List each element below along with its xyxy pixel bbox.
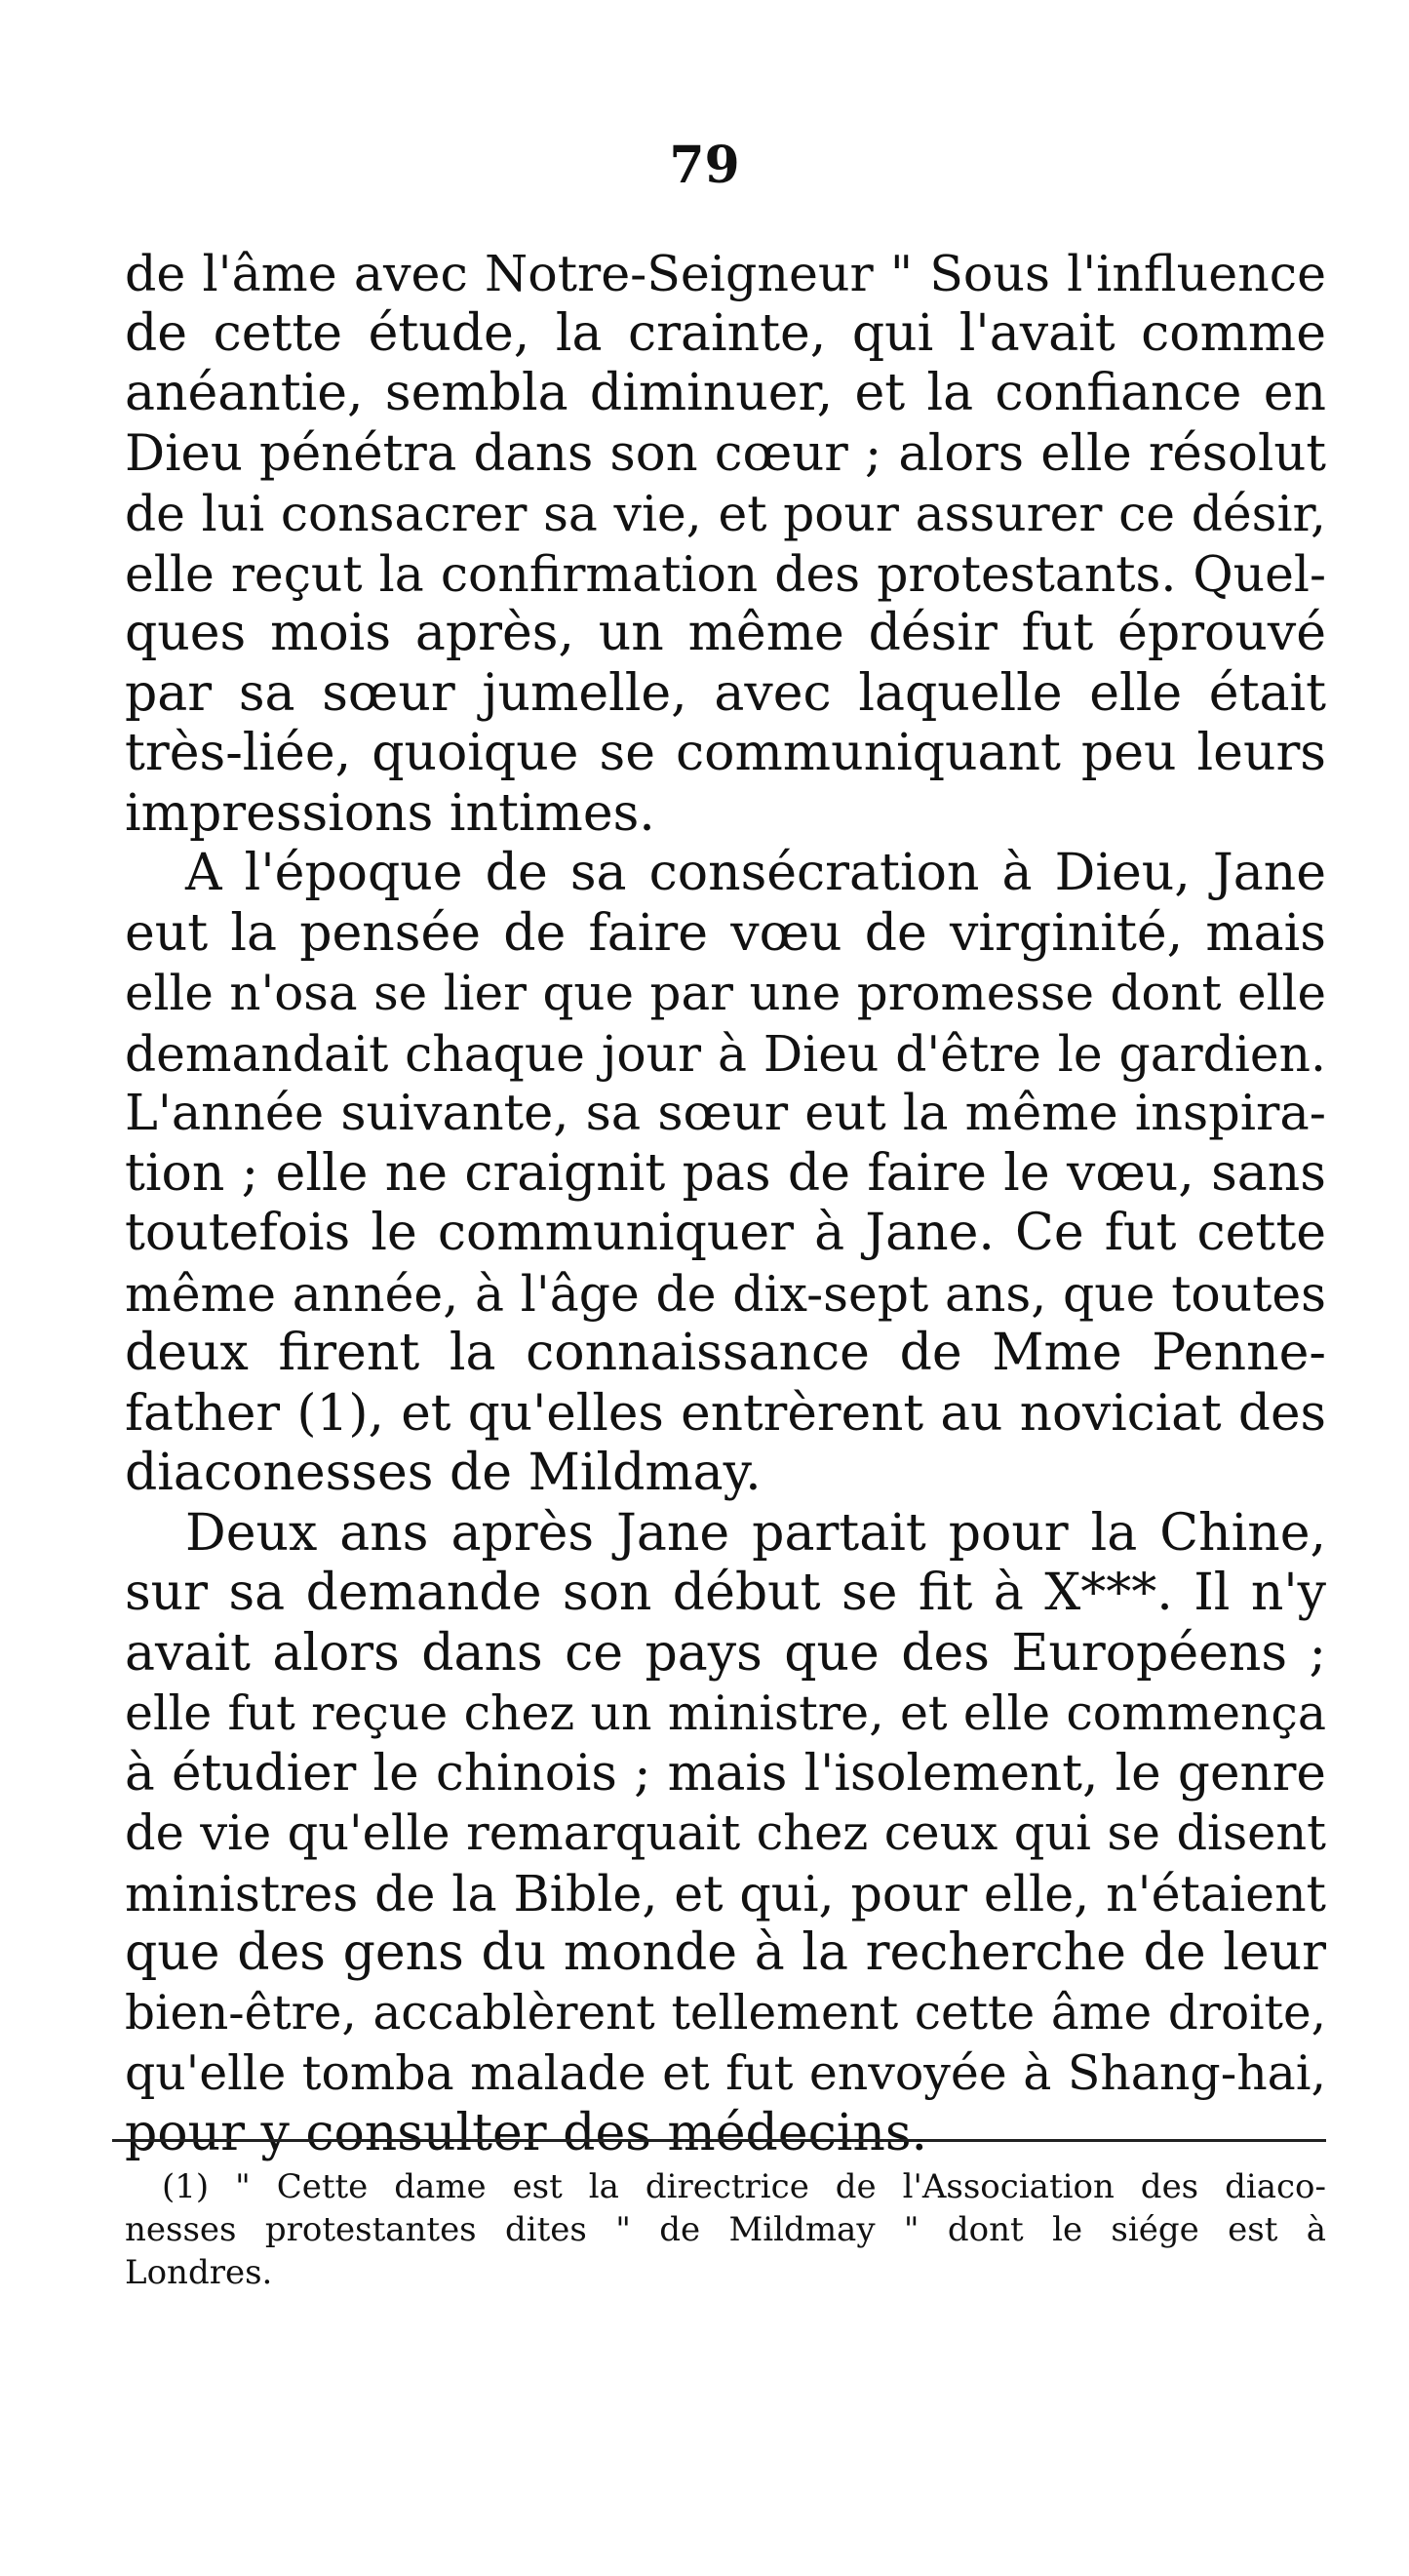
body-line: demandait chaque jour à Dieu d'être le gardien.	[125, 1024, 1326, 1083]
body-line: impressions intimes.	[125, 783, 655, 843]
body-line: anéantie, sembla diminuer, et la confiance en	[125, 364, 1326, 422]
body-line: bien-être, accablèrent tellement cette âme droite,	[125, 1985, 1326, 2041]
body-line: elle n'osa se lier que par une promesse dont elle	[125, 965, 1326, 1021]
body-line: sur sa demande son début se fit à X***. Il n'y	[125, 1564, 1326, 1622]
body-line: ques mois après, un même désir fut éprouvé	[125, 604, 1326, 662]
body-line: que des gens du monde à la recherche de leur	[125, 1923, 1326, 1982]
body-line: de l'âme avec Notre-Seigneur " Sous l'influence	[125, 245, 1326, 302]
body-line: elle fut reçue chez un ministre, et elle commença	[125, 1685, 1326, 1741]
body-line: tion ; elle ne craignit pas de faire le vœu, sans	[125, 1143, 1326, 1203]
body-line: pour y consulter des médecins.	[125, 2103, 928, 2162]
body-line: eut la pensée de faire vœu de virginité, mais	[125, 903, 1326, 963]
footnote-line: Londres.	[125, 2253, 273, 2292]
body-line: deux firent la connaissance de Mme Penne-	[125, 1324, 1326, 1382]
page-number: 79	[669, 136, 740, 195]
body-line: L'année suivante, sa sœur eut la même inspira-	[125, 1085, 1326, 1142]
body-line: de lui consacrer sa vie, et pour assurer ce désir,	[125, 485, 1326, 542]
body-line: father (1), et qu'elles entrèrent au noviciat des	[125, 1383, 1326, 1443]
body-line: Dieu pénétra dans son cœur ; alors elle résolut	[125, 423, 1326, 483]
body-line: qu'elle tomba malade et fut envoyée à Shang-hai,	[125, 2045, 1326, 2101]
body-text	[125, 244, 1326, 2163]
body-line: toutefois le communiquer à Jane. Ce fut cette	[125, 1204, 1326, 1262]
body-line: à étudier le chinois ; mais l'isolement, le genre	[125, 1743, 1326, 1803]
body-line: de cette étude, la crainte, qui l'avait comme	[125, 303, 1326, 363]
footnote-divider	[112, 2139, 1326, 2142]
body-line: Deux ans après Jane partait pour la Chine,	[185, 1503, 1326, 1563]
footnote-line: (1) " Cette dame est la directrice de l'Association des diaco-	[162, 2167, 1326, 2206]
body-line: très-liée, quoique se communiquant peu leurs	[125, 724, 1326, 782]
body-line: même année, à l'âge de dix-sept ans, que toutes	[125, 1264, 1326, 1323]
body-line: A l'époque de sa consécration à Dieu, Jane	[185, 844, 1326, 902]
body-line: ministres de la Bible, et qui, pour elle, n'étaient	[125, 1864, 1326, 1922]
body-line: de vie qu'elle remarquait chez ceux qui se disent	[125, 1804, 1326, 1861]
body-line: diaconesses de Mildmay.	[125, 1444, 762, 1502]
body-line: elle reçut la confirmation des protestants. Quel-	[125, 544, 1326, 603]
footnote	[125, 2165, 1326, 2294]
footnote-line: nesses protestantes dites " de Mildmay " dont le siége est à	[125, 2210, 1326, 2249]
body-line: par sa sœur jumelle, avec laquelle elle était	[125, 663, 1326, 723]
body-line: avait alors dans ce pays que des Européens ;	[125, 1623, 1326, 1683]
